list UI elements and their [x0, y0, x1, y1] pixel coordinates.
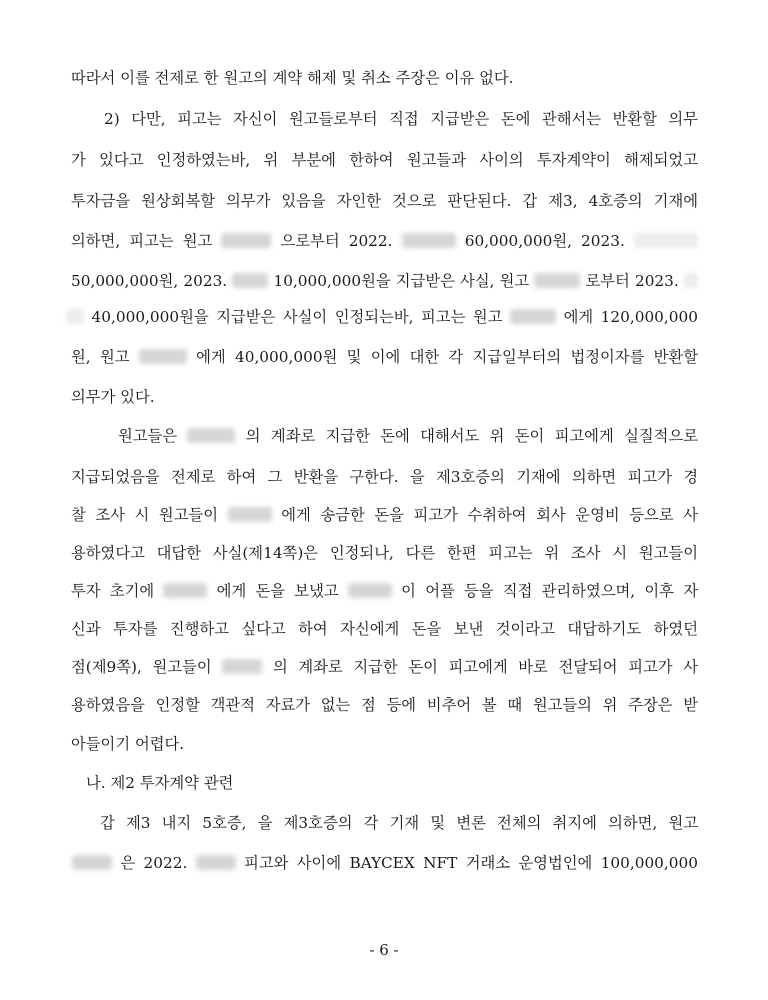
redaction-blur	[402, 233, 456, 248]
text-line: 원고들은 의 계좌로 지급한 돈에 대해서도 위 돈이 피고에게 실질적으로	[118, 427, 698, 445]
redaction-blur	[163, 583, 207, 598]
redaction-blur	[228, 507, 272, 522]
redaction-blur	[221, 233, 271, 248]
text-line: 점(제9쪽), 원고들이 의 계좌로 지급한 돈이 피고에게 바로 전달되어 피고가 사	[71, 658, 698, 676]
text-line: 아들이기 어렵다.	[71, 735, 185, 753]
redaction-blur	[510, 309, 556, 324]
text-line: 의하면, 피고는 원고 으로부터 2022. 60,000,000원, 2023.	[71, 226, 698, 256]
redaction-blur	[634, 233, 698, 248]
redaction-blur	[187, 428, 235, 443]
text-line: 신과 투자를 진행하고 싶다고 하여 자신에게 돈을 보낸 것이라고 대답하기도 하였던	[71, 620, 698, 638]
text-line: 의무가 있다.	[71, 388, 155, 406]
text-line: 2) 다만, 피고는 자신이 원고들로부터 직접 지급받은 돈에 관해서는 반환할 의무	[104, 110, 698, 128]
redaction-blur	[684, 273, 698, 288]
text-line: 투자금을 원상회복할 의무가 있음을 자인한 것으로 판단된다. 갑 제3, 4호증의 기재에	[71, 192, 698, 210]
text-line: 용하였음을 인정할 객관적 자료가 없는 점 등에 비추어 볼 때 원고들의 위 주장은 받	[71, 696, 698, 714]
redaction-blur	[222, 659, 262, 674]
redaction-blur	[348, 583, 392, 598]
text-line: 투자 초기에 에게 돈을 보냈고 이 어플 등을 직접 관리하였으며, 이후 자	[71, 582, 698, 600]
redaction-blur	[72, 855, 112, 870]
redaction-blur	[139, 349, 187, 364]
text-line: 50,000,000원, 2023. 10,000,000원을 지급받은 사실, 원고 로부터 2023.	[71, 266, 698, 296]
text-line: 갑 제3 내지 5호증, 을 제3호증의 각 기재 및 변론 전체의 취지에 의하면, 원고	[100, 814, 698, 832]
text-line: 따라서 이를 전제로 한 원고의 계약 해제 및 취소 주장은 이유 없다.	[71, 69, 514, 87]
text-line: 찰 조사 시 원고들이 에게 송금한 돈을 피고가 수취하여 회사 운영비 등으로 사	[71, 506, 698, 524]
section-heading: 나. 제2 투자계약 관련	[86, 774, 234, 792]
text-line: 원, 원고 에게 40,000,000원 및 이에 대한 각 지급일부터의 법정이자를 반환할	[71, 348, 698, 366]
redaction-blur	[232, 273, 268, 288]
text-line: 용하였다고 대답한 사실(제14쪽)은 인정되나, 다른 한편 피고는 위 조사 시 원고들이	[71, 544, 698, 562]
text-line: 은 2022. 피고와 사이에 BAYCEX NFT 거래소 운영법인에 100,000,000	[72, 848, 698, 878]
redaction-blur	[196, 855, 236, 870]
page-number: - 6 -	[369, 941, 399, 959]
text-line: 가 있다고 인정하였는바, 위 부분에 한하여 원고들과 사이의 투자계약이 해제되었고	[71, 151, 698, 169]
redaction-blur	[66, 309, 84, 324]
redaction-blur	[534, 273, 580, 288]
text-line: 지급되었음을 전제로 하여 그 반환을 구한다. 을 제3호증의 기재에 의하면 피고가 경	[71, 468, 698, 486]
text-line: 40,000,000원을 지급받은 사실이 인정되는바, 피고는 원고 에게 120,000,000	[66, 302, 698, 332]
